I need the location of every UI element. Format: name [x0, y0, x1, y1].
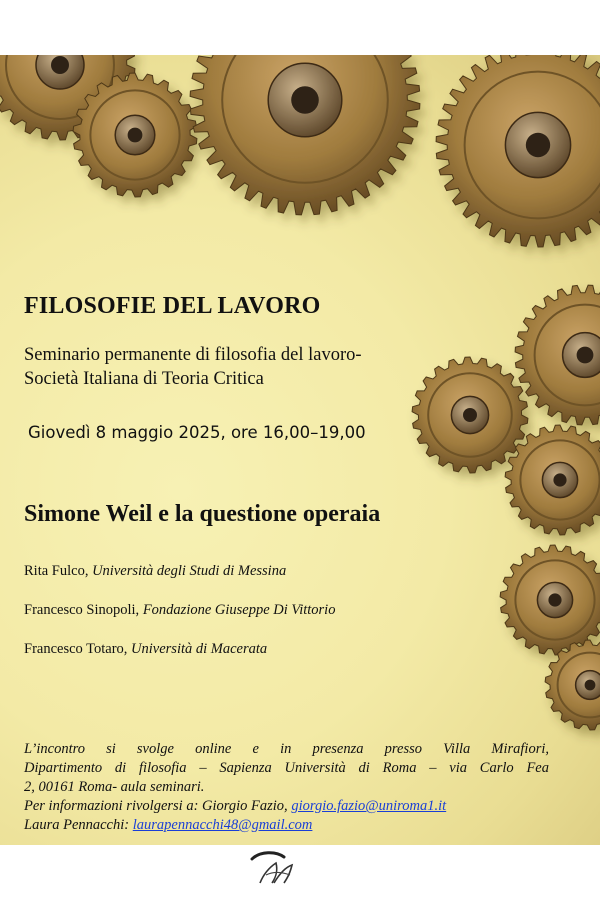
email-link-pennacchi[interactable]: laurapennacchi48@gmail.com: [132, 817, 313, 833]
gear-icon: [190, 55, 420, 215]
speaker-2: [24, 602, 335, 619]
speaker-1: [24, 563, 286, 580]
speaker-name: Rita Fulco,: [24, 563, 93, 579]
gear-icon: [505, 425, 600, 535]
seminar-subtitle: Seminario permanente di filosofia del lavoro-Società Italiana di Teoria Critica: [24, 345, 362, 389]
speaker-affiliation: Fondazione Giuseppe Di Vittorio: [142, 602, 336, 618]
contact-line-1: [24, 797, 549, 816]
speaker-3: [24, 641, 267, 658]
info-line: L’incontro si svolge online e in presenza presso Villa Mirafiori,: [24, 741, 549, 757]
stylized-figure-logo-icon: [218, 845, 330, 889]
poster: [0, 55, 600, 845]
talk-title: Simone Weil e la questione operaia: [24, 501, 381, 527]
seminar-title: FILOSOFIE DEL LAVORO: [24, 293, 321, 319]
gear-icon: [412, 357, 528, 473]
speaker-affiliation: Università degli Studi di Messina: [92, 563, 287, 579]
info-line: 2, 00161 Roma- aula seminari.: [24, 779, 205, 795]
speaker-name: Francesco Sinopoli,: [24, 602, 143, 618]
email-link-fazio[interactable]: giorgio.fazio@uniroma1.it: [291, 798, 447, 814]
event-date: Giovedì 8 maggio 2025, ore 16,00–19,00: [28, 423, 366, 442]
speaker-affiliation: Università di Macerata: [131, 641, 268, 657]
contact-line-2: [24, 816, 549, 835]
contact-prefix: Laura Pennacchi:: [24, 817, 133, 833]
speaker-name: Francesco Totaro,: [24, 641, 132, 657]
contact-prefix: Per informazioni rivolgersi a: Giorgio Fazio,: [24, 798, 292, 814]
info-line: Dipartimento di filosofia – Sapienza Università di Roma – via Carlo Fea: [24, 760, 549, 776]
gear-icon: [545, 640, 600, 730]
gear-icon: [436, 55, 600, 247]
gear-icon: [500, 545, 600, 655]
gear-icon: [515, 285, 600, 425]
event-info: [24, 740, 549, 835]
gears-illustration: [0, 55, 600, 845]
